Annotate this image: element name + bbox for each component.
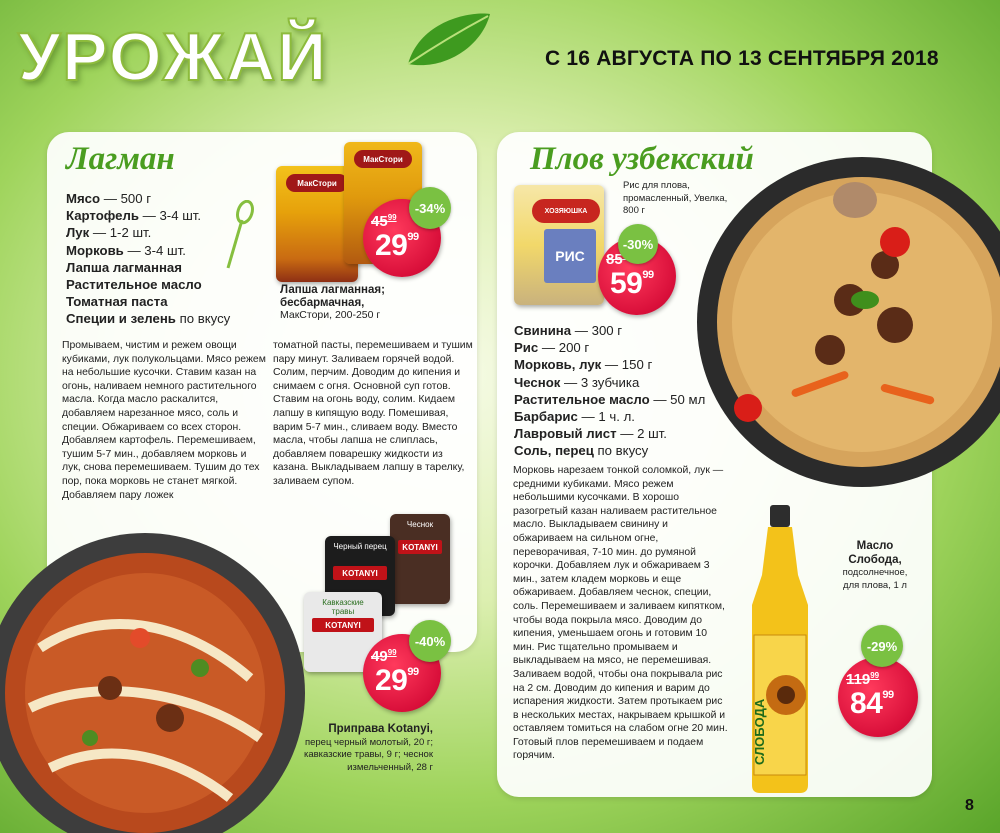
pack-brand: МакСтори (354, 150, 412, 168)
oil-caption: Масло Слобода, подсолнечное, для плова, 1 л (842, 540, 908, 591)
lagman-instructions-2: томатной пасты, перемешиваем и тушим пару минут. Заливаем горячей водой. Солим, перчим. Доводим до кипения и снимаем с огня. Основной суп готов. Ставим на огонь воду, солим. Кидаем лапшу в кипящую воду. Помешивая, варим 5-7 мин., сливаем воду. Вместо масла, чтобы лапша не слиплась, добавляем поварешку жидкости из казана. Выкладываем лапшу в тарелку, заливаем супом. (273, 340, 473, 487)
new-price: $84^{99}$ (850, 687, 894, 720)
ingredient-row: Картофель — 3-4 шт. (66, 208, 202, 224)
pack-brand: МакСтори (286, 174, 348, 192)
old-price: 85 (606, 251, 623, 268)
price-tag-oil (838, 657, 918, 737)
ingredient-row: Барбарис — 1 ч. л. (514, 409, 635, 425)
lapsha-caption: Лапша лагманная; бесбармачная, МакСтори, 200-250 г (280, 284, 385, 321)
ingredient-row: Лавровый лист — 2 шт. (514, 426, 667, 442)
lagman-dish-image (0, 528, 310, 833)
new-price: $29^{99}$ (375, 664, 419, 697)
discount-badge: -40% (409, 620, 451, 662)
plov-ingredients (514, 322, 714, 460)
recipe-title-plov: Плов узбекский (530, 141, 754, 177)
brand-logo: УРОЖАЙ (18, 19, 329, 95)
rice-caption: Рис для плова, промасленный, Увелка, 800 г (623, 180, 728, 216)
discount-badge: -30% (618, 224, 658, 264)
plov-instructions: Морковь нарезаем тонкой соломкой, лук — средними кубиками. Мясо режем небольшими кусочками. В хорошо разогретый казан наливаем растительное масло. Выкладываем свинину и обжариваем на сильном огне, переворачивая, 7-10 мин. до румяной корочки. Добавляем лук и обжариваем 3 мин., затем кладем морковь и еще обжариваем. Добавляем чеснок, специи, соль. Перемешиваем и заливаем кипятком, чтобы вода покрыла мясо. Доводим до кипения, уменьшаем огонь и готовим 10 мин. Рис тщательно промываем и выкладываем на мясо, не перемешивая. Заливаем водой, чтобы она покрывала рис на 2 см. Доводим до кипения и варим до испарения жидкости. Затем протыкаем рис в нескольких местах, накрываем крышкой и оставляем томиться на слабом огне 20 мин. Готовый плов перемешиваем и подаем горячим. (513, 465, 728, 762)
new-price: $29^{99}$ (375, 229, 419, 262)
promo-dates: С 16 АВГУСТА ПО 13 СЕНТЯБРЯ 2018 (545, 47, 939, 70)
discount-badge: -34% (409, 187, 451, 229)
ingredient-row: Чеснок — 3 зубчика (514, 374, 640, 390)
ingredient-row: Мясо — 500 г (66, 191, 152, 206)
spice-caption: Приправа Kotanyi, перец черный молотый, 20 г; кавказские травы, 9 г; чеснок измельченный, 28 г (303, 723, 433, 773)
discount-badge: -29% (861, 625, 903, 667)
lagman-instructions-1: Промываем, чистим и режем овощи кубиками, лук полукольцами. Мясо режем на небольшие кусочки. Ставим казан на огонь, наливаем немного растительного масла. Когда масло раскалится, добавляем нарезанное мясо, соль и специи. Обжариваем со всех сторон. Добавляем картофель. Перемешиваем, тушим 5-7 мин., добавляем морковь и лук, снова перемешиваем. Тушим до тех пор, пока морковь не станет мягкой. Добавляем пару ложек (62, 340, 266, 501)
ingredient-row: Морковь — 3-4 шт. (66, 242, 186, 258)
ingredient-row: Специи и зелень по вкусу (66, 311, 231, 327)
ingredient-row: Растительное масло — 50 мл (514, 391, 706, 407)
ingredient-row: Свинина — 300 г (514, 323, 623, 338)
ingredient-row: Соль, перец по вкусу (514, 443, 649, 459)
old-price: $119^{99}$ (846, 671, 880, 688)
old-price: $45^{99}$ (371, 213, 397, 230)
ingredient-row: Рис — 200 г (514, 340, 590, 356)
spice-pack-pepper: Черный перец KOTANYI (325, 536, 395, 616)
old-price: $49^{99}$ (371, 648, 397, 665)
spice-pack-herbs: Кавказские травы KOTANYI (304, 592, 382, 672)
ingredient-row: Томатная паста (66, 294, 168, 310)
ingredient-row: Лапша лагманная (66, 259, 182, 275)
plov-dish-image (690, 150, 1000, 495)
page-number: 8 (965, 797, 974, 814)
leaf-icon (400, 6, 495, 76)
oil-brand: СЛОБОДА (752, 698, 767, 765)
new-price: $59^{99}$ (610, 267, 654, 300)
spice-pack-garlic: Чеснок KOTANYI (390, 514, 450, 604)
ingredient-row: Лук — 1-2 шт. (66, 225, 152, 241)
ingredient-row: Морковь, лук — 150 г (514, 357, 653, 373)
recipe-title-lagman: Лагман (66, 141, 175, 177)
ingredient-row: Растительное масло (66, 277, 202, 293)
lagman-ingredients (66, 190, 286, 328)
oil-bottle-image (740, 505, 820, 795)
rice-pack-image: ХОЗЯЮШКА РИС (514, 185, 604, 305)
